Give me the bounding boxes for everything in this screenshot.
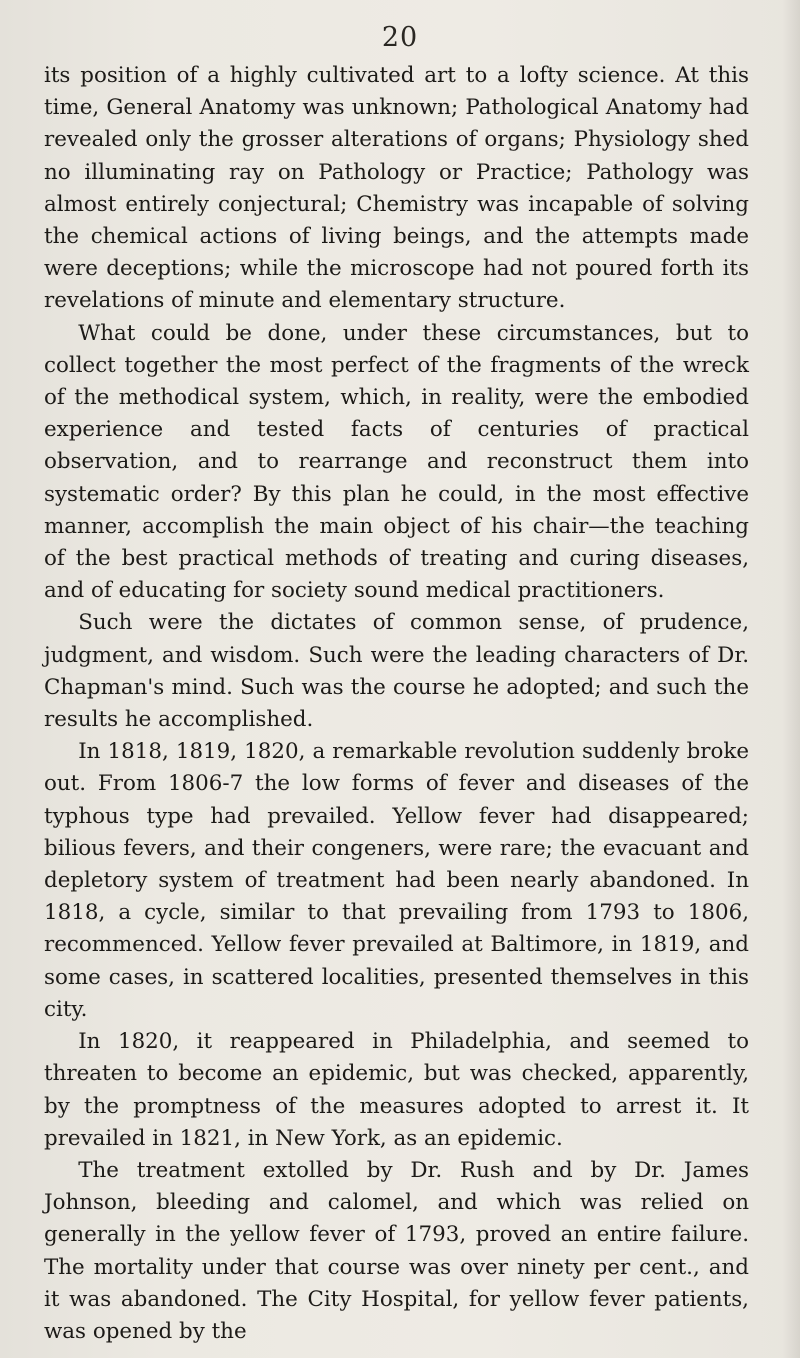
body-text: [44, 60, 749, 1348]
page-number: 20: [381, 22, 419, 53]
paragraph: Such were the dictates of common sense, of prudence, judgment, and wisdom. Such were the leading characters of Dr. Chapman's mind. Such was the course he adopted; and such the results he accomplished.: [44, 610, 749, 733]
paragraph: its position of a highly cultivated art to a lofty science. At this time, General Anatomy was unknown; Pathological Anatomy had revealed only the grosser alterations of organs; Physiology shed no illuminating ray on Pathology or Practice; Pathology was almost entirely conjectural; Chemistry was incapable of solving the chemical actions of living beings, and the attempts made were deceptions; while the microscope had not poured forth its revelations of minute and elementary structure.: [44, 63, 749, 314]
page-edge-shadow: [782, 0, 800, 1358]
paragraph: What could be done, under these circumstances, but to collect together the most perfect of the fragments of the wreck of the methodical system, which, in reality, were the embodied experience and tested facts of centuries of practical observation, and to rearrange and reconstruct them into systematic order? By this plan he could, in the most effective manner, accomplish the main object of his chair—the teaching of the best practical methods of treating and curing diseases, and of educating for society sound medical practitioners.: [44, 320, 749, 604]
paragraph: The treatment extolled by Dr. Rush and by Dr. James Johnson, bleeding and calomel, and which was relied on generally in the yellow fever of 1793, proved an entire failure. The mortality under that course was over ninety per cent., and it was abandoned. The City Hospital, for yellow fever patients, was opened by the: [44, 1157, 749, 1344]
paragraph: In 1818, 1819, 1820, a remarkable revolution suddenly broke out. From 1806-7 the low forms of fever and diseases of the typhous type had prevailed. Yellow fever had disappeared; bilious fevers, and their congeners, were rare; the evacuant and depletory system of treatment had been nearly abandoned. In 1818, a cycle, similar to that prevailing from 1793 to 1806, recommenced. Yellow fever prevailed at Baltimore, in 1819, and some cases, in scattered localities, presented themselves in this city.: [44, 739, 749, 1022]
paragraph: In 1820, it reappeared in Philadelphia, and seemed to threaten to become an epidemic, but was checked, apparently, by the promptness of the measures adopted to arrest it. It prevailed in 1821, in New York, as an epidemic.: [44, 1029, 749, 1151]
